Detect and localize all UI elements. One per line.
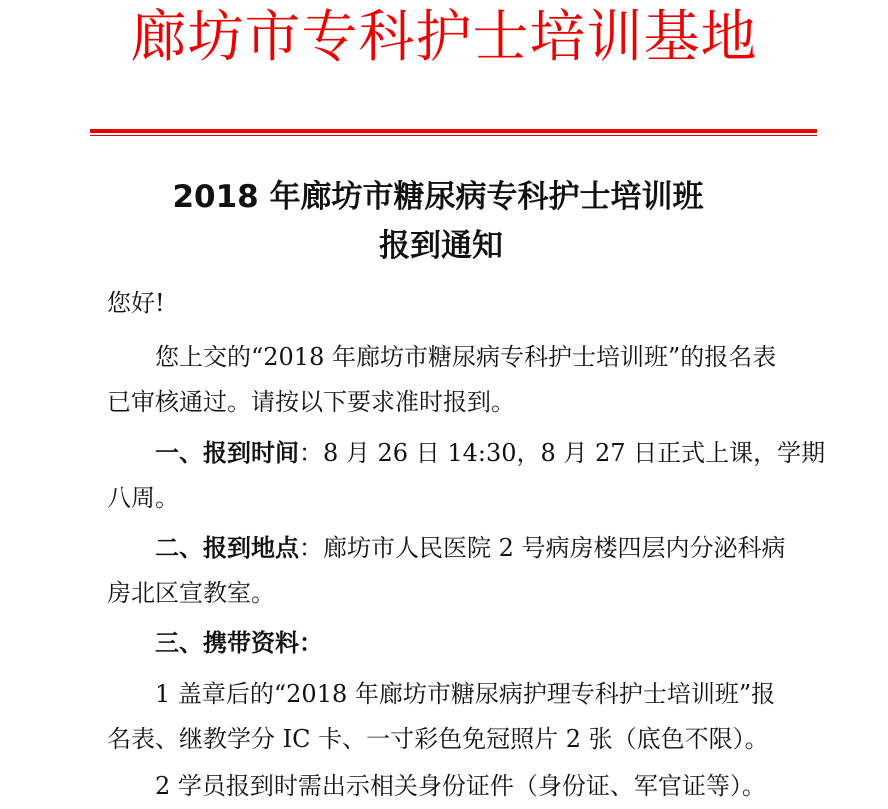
greeting: 您好! [107, 289, 165, 317]
notice-title: 2018 年廊坊市糖尿病专科护士培训班 [172, 179, 704, 215]
header-divider-thin [90, 135, 817, 136]
report-time-paragraph [107, 430, 837, 476]
report-place-label: 二、报到地点 [107, 534, 299, 562]
report-place-text: ：廊坊市人民医院 2 号病房楼四层内分泌科病 [299, 534, 786, 562]
report-time-line-2: 八周。 [107, 484, 179, 512]
header-divider-thick [90, 129, 817, 133]
report-time-label: 一、报到时间 [107, 439, 299, 467]
report-place-paragraph [107, 525, 837, 571]
materials-heading: 三、携带资料： [107, 629, 323, 657]
materials-item-1-line-1: 1 盖章后的“2018 年廊坊市糖尿病护理专科护士培训班”报 [107, 680, 776, 708]
materials-item-2-line-1: 2 学员报到时需出示相关身份证件（身份证、军官证等）。 [107, 772, 766, 800]
report-time-text: ：8 月 26 日 14:30，8 月 27 日正式上课，学期 [299, 439, 826, 467]
intro-line-1: 您上交的“2018 年廊坊市糖尿病专科护士培训班”的报名表 [107, 343, 777, 371]
materials-item-1-line-2: 名表、继教学分 IC 卡、一寸彩色免冠照片 2 张（底色不限）。 [107, 725, 769, 753]
report-place-line-2: 房北区宣教室。 [107, 579, 275, 607]
intro-line-2: 已审核通过。请按以下要求准时报到。 [107, 388, 515, 416]
notice-subtitle: 报到通知 [379, 228, 503, 264]
org-header-title: 廊坊市专科护士培训基地 [130, 5, 758, 70]
